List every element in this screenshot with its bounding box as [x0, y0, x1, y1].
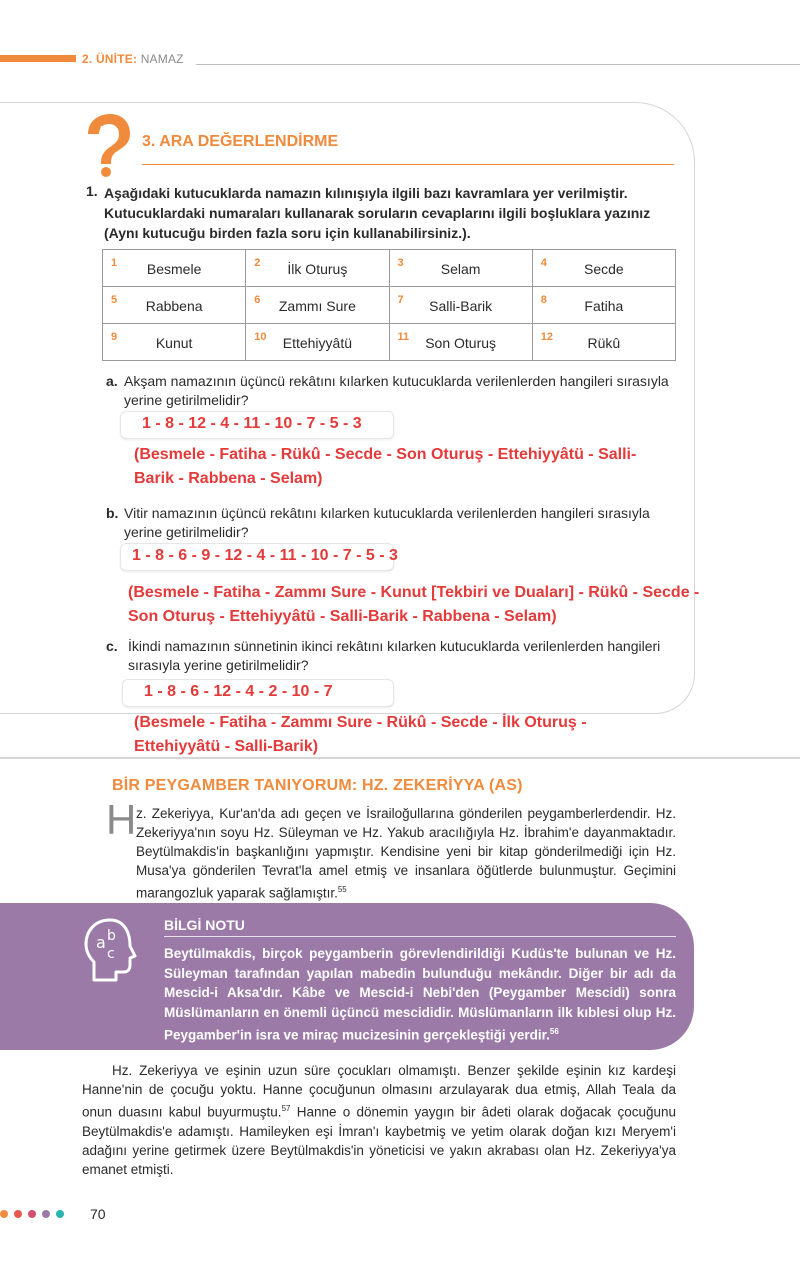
svg-text:c: c — [107, 946, 115, 962]
abc-head-icon — [80, 916, 140, 984]
box-number: 8 — [540, 294, 547, 306]
footer-dot — [14, 1210, 22, 1218]
section-title-rule — [142, 164, 674, 165]
subquestion-a-letter: a. — [106, 373, 118, 389]
header-accent-bar — [0, 55, 76, 62]
question-text: Aşağıdaki kutucuklarda namazın kılınışıyla ilgili bazı kavramlara yer verilmiştir. Kutucuklardaki numaraları kullanarak soruların cevaplarını ilgili boşluklara yazınız (Aynı kutucuğu birden fazla soru için kullanabilirsiniz.). — [104, 185, 651, 241]
svg-text:b: b — [100, 125, 106, 134]
box-label: Salli-Barik — [429, 298, 493, 314]
drop-cap: H — [106, 796, 137, 843]
footer-dot — [42, 1210, 50, 1218]
answer-a-sequence: 1 - 8 - 12 - 4 - 11 - 10 - 7 - 5 - 3 — [142, 415, 362, 432]
box-number: 4 — [540, 257, 547, 269]
box-number: 11 — [397, 331, 410, 343]
box-label: Rabbena — [145, 298, 203, 314]
question-number: 1. — [86, 183, 98, 199]
box-number: 9 — [111, 331, 118, 343]
svg-text:a: a — [94, 132, 101, 142]
box-number: 3 — [397, 257, 404, 269]
concept-box — [532, 287, 675, 324]
bilgi-notu-text: Beytülmakdis, birçok peygamberin görevlendirildiği Kudüs'te bulunan ve Hz. Süleyman tarafından yapılan mabedin bulunduğu mekândır. Diğer bir adı da Mescid-i Aksa'dır. Kâbe ve Mescid-i Nebi'den (Peygamber Mescidi) sonra Müslümanların en önemli üçüncü mescididir. Müslümanların ilk kıblesi olup Hz. Peygamber'in isra ve miraç mucizesinin gerçekleştiği yerdir. — [164, 946, 676, 1043]
box-number: 7 — [397, 294, 404, 306]
box-label: Ettehiyyâtü — [282, 335, 352, 351]
box-label: Selam — [440, 261, 481, 277]
zekeriyya-paragraph — [82, 1061, 676, 1179]
header-unit — [82, 52, 184, 66]
peygamber-paragraph: z. Zekeriyya, Kur'an'da adı geçen ve İsrailoğullarına gönderilen peygamberlerdendir. Hz. Zekeriyya'nın soyu Hz. Süleyman ve Hz. Yakub aracılığıyla Hz. İbrahim'e dayanmaktadır. Beytülmakdis'in başkanlığını yapmıştır. Kendisine yeni bir kitap gönderilmediği için Hz. Musa'ya gönderilen Tevrat'la amel etmiş ve insanlara öğütlerde bulunmuştur. Geçimini marangozluk yaparak sağlamıştır. — [136, 806, 676, 901]
box-label: Rükû — [587, 335, 621, 351]
answer-c-explanation: (Besmele - Fatiha - Zammı Sure - Rükû - Secde - İlk Oturuş - Ettehiyyâtü - Salli-Barik) — [134, 714, 587, 755]
svg-text:c: c — [100, 136, 105, 145]
concept-box — [389, 287, 532, 324]
concept-box — [532, 324, 675, 361]
answer-a-explanation: (Besmele - Fatiha - Rükû - Secde - Son Oturuş - Ettehiyyâtü - Salli-Barik - Rabbena - Selam) — [134, 446, 637, 487]
box-label: Fatiha — [584, 298, 624, 314]
paragraph-part-1: Hz. Zekeriyya ve eşinin uzun süre çocukları olmamıştı. Benzer şekilde eşinin kız kardeşi Hanne'nin de çocuğu yoktu. Hanne çocuğunun olmasını arzulayarak dua etmiş, Allah Teala da onun duasını kabul buyurmuştu. — [82, 1063, 676, 1120]
footer-dot — [28, 1210, 36, 1218]
concept-box — [246, 324, 389, 361]
concept-box — [246, 250, 389, 287]
subquestion-a-text: Akşam namazının üçüncü rekâtını kılarken kutucuklarda verilenlerden hangileri sırasıyla yerine getirilmelidir? — [124, 373, 669, 408]
svg-text:b: b — [107, 928, 116, 944]
concept-box — [532, 250, 675, 287]
box-number: 1 — [111, 257, 118, 269]
subquestion-c-text: İkindi namazının sünnetinin ikinci rekâtını kılarken kutucuklarda verilenlerden hangileri sırasıyla yerine getirilmelidir? — [128, 638, 661, 673]
box-number: 12 — [540, 331, 553, 343]
box-label: Son Oturuş — [425, 335, 497, 351]
bilgi-notu-title: BİLGİ NOTU — [164, 917, 245, 933]
peygamber-paragraph-start — [136, 804, 676, 903]
footnote-ref: 56 — [549, 1027, 559, 1036]
question-mark-head-icon — [80, 112, 132, 178]
box-label: Zammı Sure — [278, 298, 356, 314]
box-label: Besmele — [146, 261, 202, 277]
box-number: 5 — [111, 294, 118, 306]
footnote-ref: 55 — [337, 885, 347, 894]
subquestion-b-text: Vitir namazının üçüncü rekâtını kılarken kutucuklarda verilenlerden hangileri sırasıyla yerine getirilmelidir? — [124, 505, 650, 540]
footnote-ref: 57 — [281, 1104, 291, 1113]
concept-box — [103, 287, 246, 324]
answer-c-sequence: 1 - 8 - 6 - 12 - 4 - 2 - 10 - 7 — [144, 683, 333, 700]
concept-box — [246, 287, 389, 324]
box-number: 2 — [254, 257, 261, 269]
footer-dot — [56, 1210, 64, 1218]
header-unit-label: 2. ÜNİTE: — [82, 52, 138, 66]
box-label: İlk Oturuş — [287, 261, 348, 277]
subquestion-c-letter: c. — [106, 638, 118, 654]
peygamber-title: BİR PEYGAMBER TANIYORUM: HZ. ZEKERİYYA (AS) — [112, 777, 523, 794]
paragraph-part-2: Hanne o dönemin yaygın bir âdeti olarak doğacak çocuğunu Beytülmakdis'e adamıştı. Hamileyken eşi İmran'ı kaybetmiş ve yetim olarak doğan kızı Meryem'i adağını yerine getirmek üzere Beytülmakdis'in yöneticisi ve yakın akrabası olan Hz. Zekeriyya'ya emanet etmişti. — [82, 1104, 676, 1177]
concept-box — [103, 250, 246, 287]
section-title: 3. ARA DEĞERLENDİRME — [142, 133, 339, 150]
header-rule — [196, 64, 800, 65]
footer-dot — [0, 1210, 8, 1218]
subquestion-b-letter: b. — [106, 505, 119, 521]
header-topic: NAMAZ — [140, 52, 184, 66]
box-label: Secde — [584, 261, 624, 277]
answer-b-explanation: (Besmele - Fatiha - Zammı Sure - Kunut [Tekbiri ve Duaları] - Rükû - Secde - Son Oturuş - Ettehiyyâtü - Salli-Barik - Rabbena - Selam) — [128, 584, 700, 625]
answer-b-sequence: 1 - 8 - 6 - 9 - 12 - 4 - 11 - 10 - 7 - 5 - 3 — [132, 547, 398, 564]
page-number: 70 — [90, 1206, 106, 1222]
bilgi-notu-body — [164, 944, 676, 1045]
box-number: 10 — [254, 331, 267, 343]
svg-text:a: a — [96, 933, 106, 952]
concept-box — [389, 324, 532, 361]
box-number: 6 — [254, 294, 261, 306]
box-label: Kunut — [155, 335, 193, 351]
bilgi-notu-rule — [164, 936, 676, 937]
concept-box — [103, 324, 246, 361]
concept-boxes-grid — [102, 249, 676, 361]
concept-box — [389, 250, 532, 287]
